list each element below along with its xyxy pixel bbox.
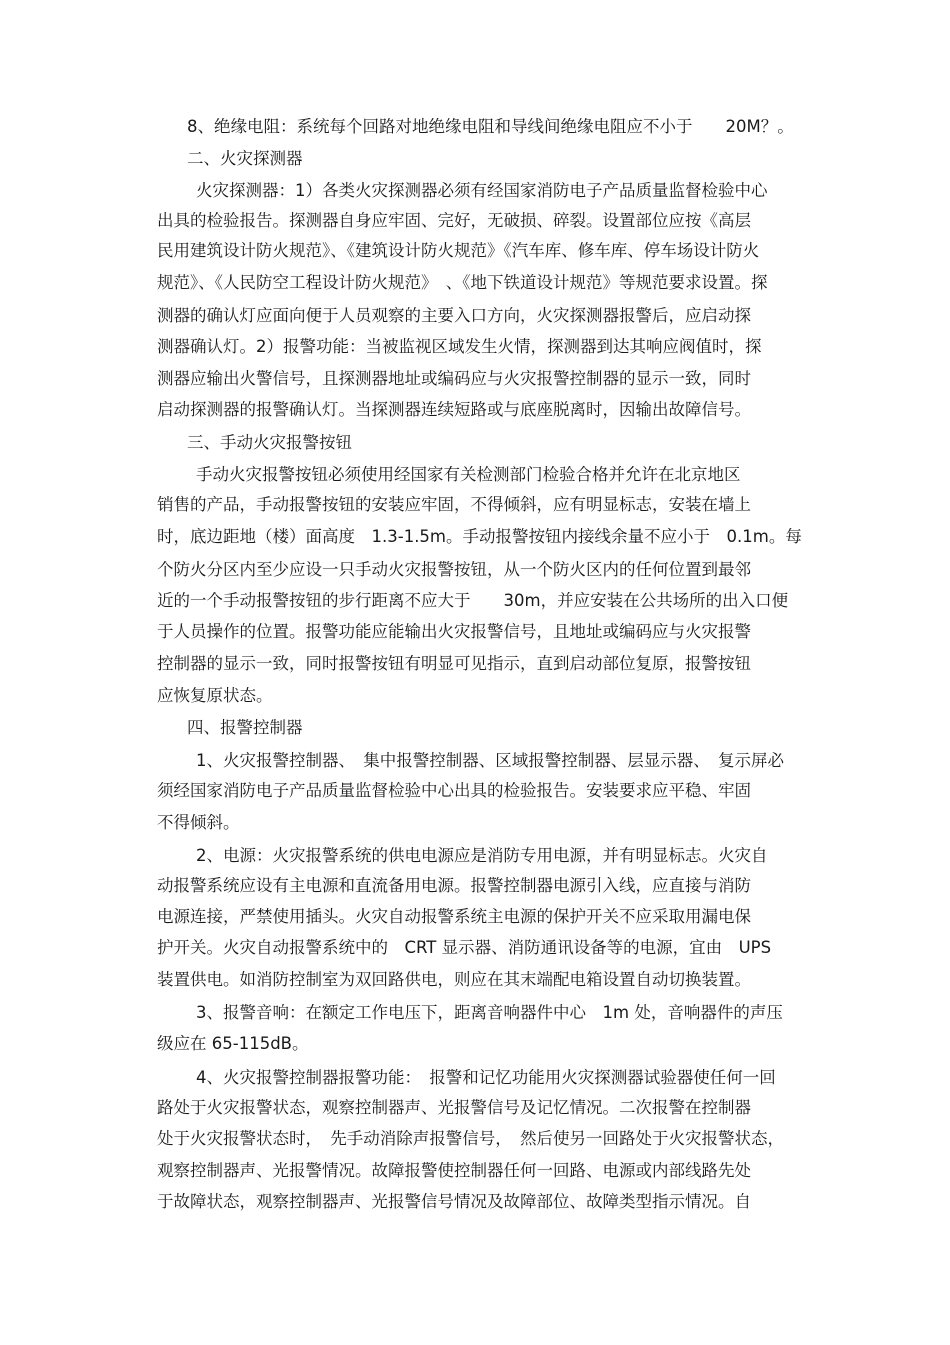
text-line: 民用建筑设计防火规范》、《建筑设计防火规范》《汽车库、修车库、停车场设计防火 — [157, 241, 760, 260]
text-line: 8、绝缘电阻：系统每个回路对地绝缘电阻和导线间绝缘电阻应不小于 20M？。 — [187, 117, 794, 136]
text-line: 于故障状态，观察控制器声、光报警信号情况及故障部位、故障类型指示情况。自 — [157, 1192, 751, 1211]
text-line: 处于火灾报警状态时， 先手动消除声报警信号， 然后使另一回路处于火灾报警状态， — [157, 1129, 784, 1148]
text-line: 测器的确认灯应面向便于人员观察的主要入口方向，火灾探测器报警后，应启动探 — [157, 306, 751, 325]
text-line: 观察控制器声、光报警情况。故障报警使控制器任何一回路、电源或内部线路先处 — [157, 1161, 751, 1180]
text-line: 4、火灾报警控制器报警功能： 报警和记忆功能用火灾探测器试验器使任何一回 — [196, 1068, 776, 1087]
text-line: 动报警系统应设有主电源和直流备用电源。报警控制器电源引入线，应直接与消防 — [157, 876, 751, 895]
text-line: 须经国家消防电子产品质量监督检验中心出具的检验报告。安装要求应平稳、牢固 — [157, 781, 751, 800]
text-line: 护开关。火灾自动报警系统中的 CRT 显示器、消防通讯设备等的电源，宜由 UPS — [157, 938, 772, 957]
text-line: 个防火分区内至少应设一只手动火灾报警按钮，从一个防火区内的任何位置到最邻 — [157, 560, 751, 579]
text-line: 测器确认灯。2）报警功能：当被监视区域发生火情，探测器到达其响应阀值时，探 — [157, 337, 762, 356]
text-line: 启动探测器的报警确认灯。当探测器连续短路或与底座脱离时，因输出故障信号。 — [157, 400, 751, 419]
text-line: 近的一个手动报警按钮的步行距离不应大于 30m，并应安装在公共场所的出入口便 — [157, 591, 789, 610]
text-line: 手动火灾报警按钮必须使用经国家有关检测部门检验合格并允许在北京地区 — [196, 465, 741, 484]
section-heading: 二、火灾探测器 — [187, 149, 303, 168]
text-line: 销售的产品，手动报警按钮的安装应牢固，不得倾斜，应有明显标志，安装在墙上 — [157, 495, 751, 514]
text-line: 测器应输出火警信号，且探测器地址或编码应与火灾报警控制器的显示一致，同时 — [157, 369, 751, 388]
text-line: 控制器的显示一致，同时报警按钮有明显可见指示，直到启动部位复原，报警按钮 — [157, 654, 751, 673]
section-heading: 三、手动火灾报警按钮 — [187, 433, 352, 452]
text-line: 电源连接，严禁使用插头。火灾自动报警系统主电源的保护开关不应采取用漏电保 — [157, 907, 751, 926]
text-line: 出具的检验报告。探测器自身应牢固、完好，无破损、碎裂。设置部位应按《高层 — [157, 211, 751, 230]
text-line: 不得倾斜。 — [157, 813, 240, 832]
text-line: 级应在 65-115dB。 — [157, 1034, 309, 1053]
text-line: 1、火灾报警控制器、 集中报警控制器、区域报警控制器、层显示器、 复示屏必 — [196, 751, 784, 770]
text-line: 2、电源：火灾报警系统的供电电源应是消防专用电源，并有明显标志。火灾自 — [196, 846, 768, 865]
text-line: 3、报警音响：在额定工作电压下，距离音响器件中心 1m 处，音响器件的声压 — [196, 1003, 783, 1022]
section-heading: 四、报警控制器 — [187, 718, 303, 737]
text-line: 装置供电。如消防控制室为双回路供电，则应在其末端配电箱设置自动切换装置。 — [157, 970, 751, 989]
text-line: 规范》、《人民防空工程设计防火规范》 、《地下铁道设计规范》等规范要求设置。探 — [157, 273, 768, 292]
text-line: 于人员操作的位置。报警功能应能输出火灾报警信号，且地址或编码应与火灾报警 — [157, 622, 751, 641]
text-line: 火灾探测器：1）各类火灾探测器必须有经国家消防电子产品质量监督检验中心 — [196, 181, 768, 200]
text-line: 应恢复原状态。 — [157, 686, 273, 705]
text-line: 时，底边距地（楼）面高度 1.3-1.5m。手动报警按钮内接线余量不应小于 0.1m。每 — [157, 527, 802, 546]
text-line: 路处于火灾报警状态，观察控制器声、光报警信号及记忆情况。二次报警在控制器 — [157, 1098, 751, 1117]
